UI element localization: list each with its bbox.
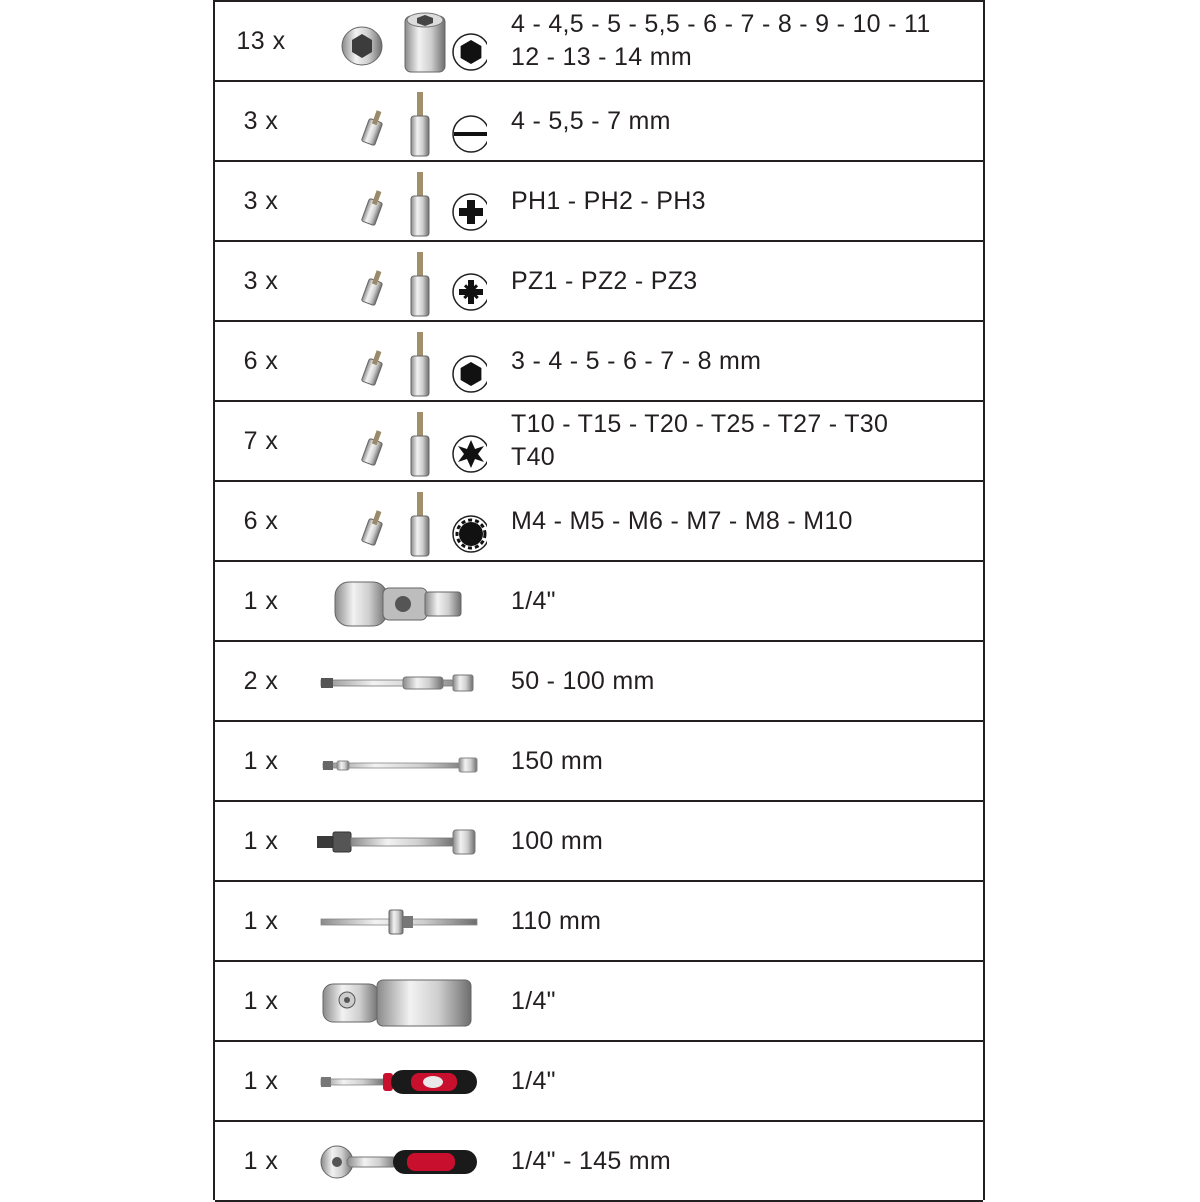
quantity: 2 x bbox=[243, 666, 279, 695]
hex-bit-socket-icon bbox=[307, 322, 487, 400]
quantity: 3 x bbox=[243, 266, 279, 295]
table-row bbox=[215, 482, 983, 562]
specification bbox=[511, 402, 971, 480]
quantity: 1 x bbox=[243, 586, 279, 615]
table-row bbox=[215, 642, 983, 722]
table-row bbox=[215, 562, 983, 642]
quantity: 1 x bbox=[243, 826, 279, 855]
quantity: 6 x bbox=[243, 506, 279, 535]
socket-set-icon bbox=[307, 2, 487, 80]
extension-bar-icon bbox=[307, 802, 487, 880]
spec-line-2: T40 bbox=[511, 443, 555, 471]
flexible-extension-icon bbox=[307, 722, 487, 800]
quantity: 3 x bbox=[243, 186, 279, 215]
specification: 150 mm bbox=[511, 746, 604, 775]
table-row bbox=[215, 1122, 983, 1202]
table-row bbox=[215, 2, 983, 82]
quantity: 1 x bbox=[243, 746, 279, 775]
quantity: 6 x bbox=[243, 346, 279, 375]
table-row bbox=[215, 82, 983, 162]
slotted-profile-icon bbox=[307, 82, 487, 160]
specification: PH1 - PH2 - PH3 bbox=[511, 186, 706, 215]
specification: PZ1 - PZ2 - PZ3 bbox=[511, 266, 698, 295]
specification: 4 - 5,5 - 7 mm bbox=[511, 106, 671, 135]
spline-bit-socket-icon bbox=[307, 482, 487, 560]
quantity: 1 x bbox=[243, 986, 279, 1015]
specification: 1/4" bbox=[511, 586, 556, 615]
pozidriv-profile-icon bbox=[307, 242, 487, 320]
quantity: 1 x bbox=[243, 1066, 279, 1095]
specification: 3 - 4 - 5 - 6 - 7 - 8 mm bbox=[511, 346, 762, 375]
spec-line-1: T10 - T15 - T20 - T25 - T27 - T30 bbox=[511, 410, 889, 438]
table-row bbox=[215, 402, 983, 482]
pozidriv-bit-socket-icon bbox=[307, 242, 487, 320]
phillips-profile-icon bbox=[307, 162, 487, 240]
table-row bbox=[215, 802, 983, 882]
phillips-bit-socket-icon bbox=[307, 162, 487, 240]
hex-profile-icon bbox=[307, 322, 487, 400]
screwdriver-handle-icon bbox=[307, 1042, 487, 1120]
table-row bbox=[215, 322, 983, 402]
extension-bar-icon bbox=[307, 642, 487, 720]
quantity: 1 x bbox=[243, 906, 279, 935]
spec-line-2: 12 - 13 - 14 mm bbox=[511, 43, 692, 71]
hex-profile-icon bbox=[307, 2, 487, 80]
quantity: 1 x bbox=[243, 1146, 279, 1175]
table-row bbox=[215, 962, 983, 1042]
sliding-t-bar-icon bbox=[307, 882, 487, 960]
specification bbox=[511, 2, 971, 80]
table-row bbox=[215, 242, 983, 322]
specification: 1/4" bbox=[511, 1066, 556, 1095]
ratchet-icon bbox=[307, 1122, 487, 1200]
spec-line-1: 4 - 4,5 - 5 - 5,5 - 6 - 7 - 8 - 9 - 10 - 11 bbox=[511, 10, 931, 38]
universal-joint-icon bbox=[307, 562, 487, 640]
specification: 1/4" bbox=[511, 986, 556, 1015]
slotted-bit-socket-icon bbox=[307, 82, 487, 160]
spline-profile-icon bbox=[307, 482, 487, 560]
table-row bbox=[215, 1042, 983, 1122]
quantity: 7 x bbox=[243, 426, 279, 455]
specification: 100 mm bbox=[511, 826, 604, 855]
specification: 50 - 100 mm bbox=[511, 666, 655, 695]
quantity: 3 x bbox=[243, 106, 279, 135]
parts-list-table bbox=[213, 0, 985, 1200]
specification: 110 mm bbox=[511, 906, 602, 935]
adaptor-icon bbox=[307, 962, 487, 1040]
table-row bbox=[215, 882, 983, 962]
table-row bbox=[215, 162, 983, 242]
quantity: 13 x bbox=[236, 26, 286, 55]
table-row bbox=[215, 722, 983, 802]
torx-profile-icon bbox=[307, 402, 487, 480]
specification: M4 - M5 - M6 - M7 - M8 - M10 bbox=[511, 506, 853, 535]
specification: 1/4" - 145 mm bbox=[511, 1146, 672, 1175]
torx-bit-socket-icon bbox=[307, 402, 487, 480]
